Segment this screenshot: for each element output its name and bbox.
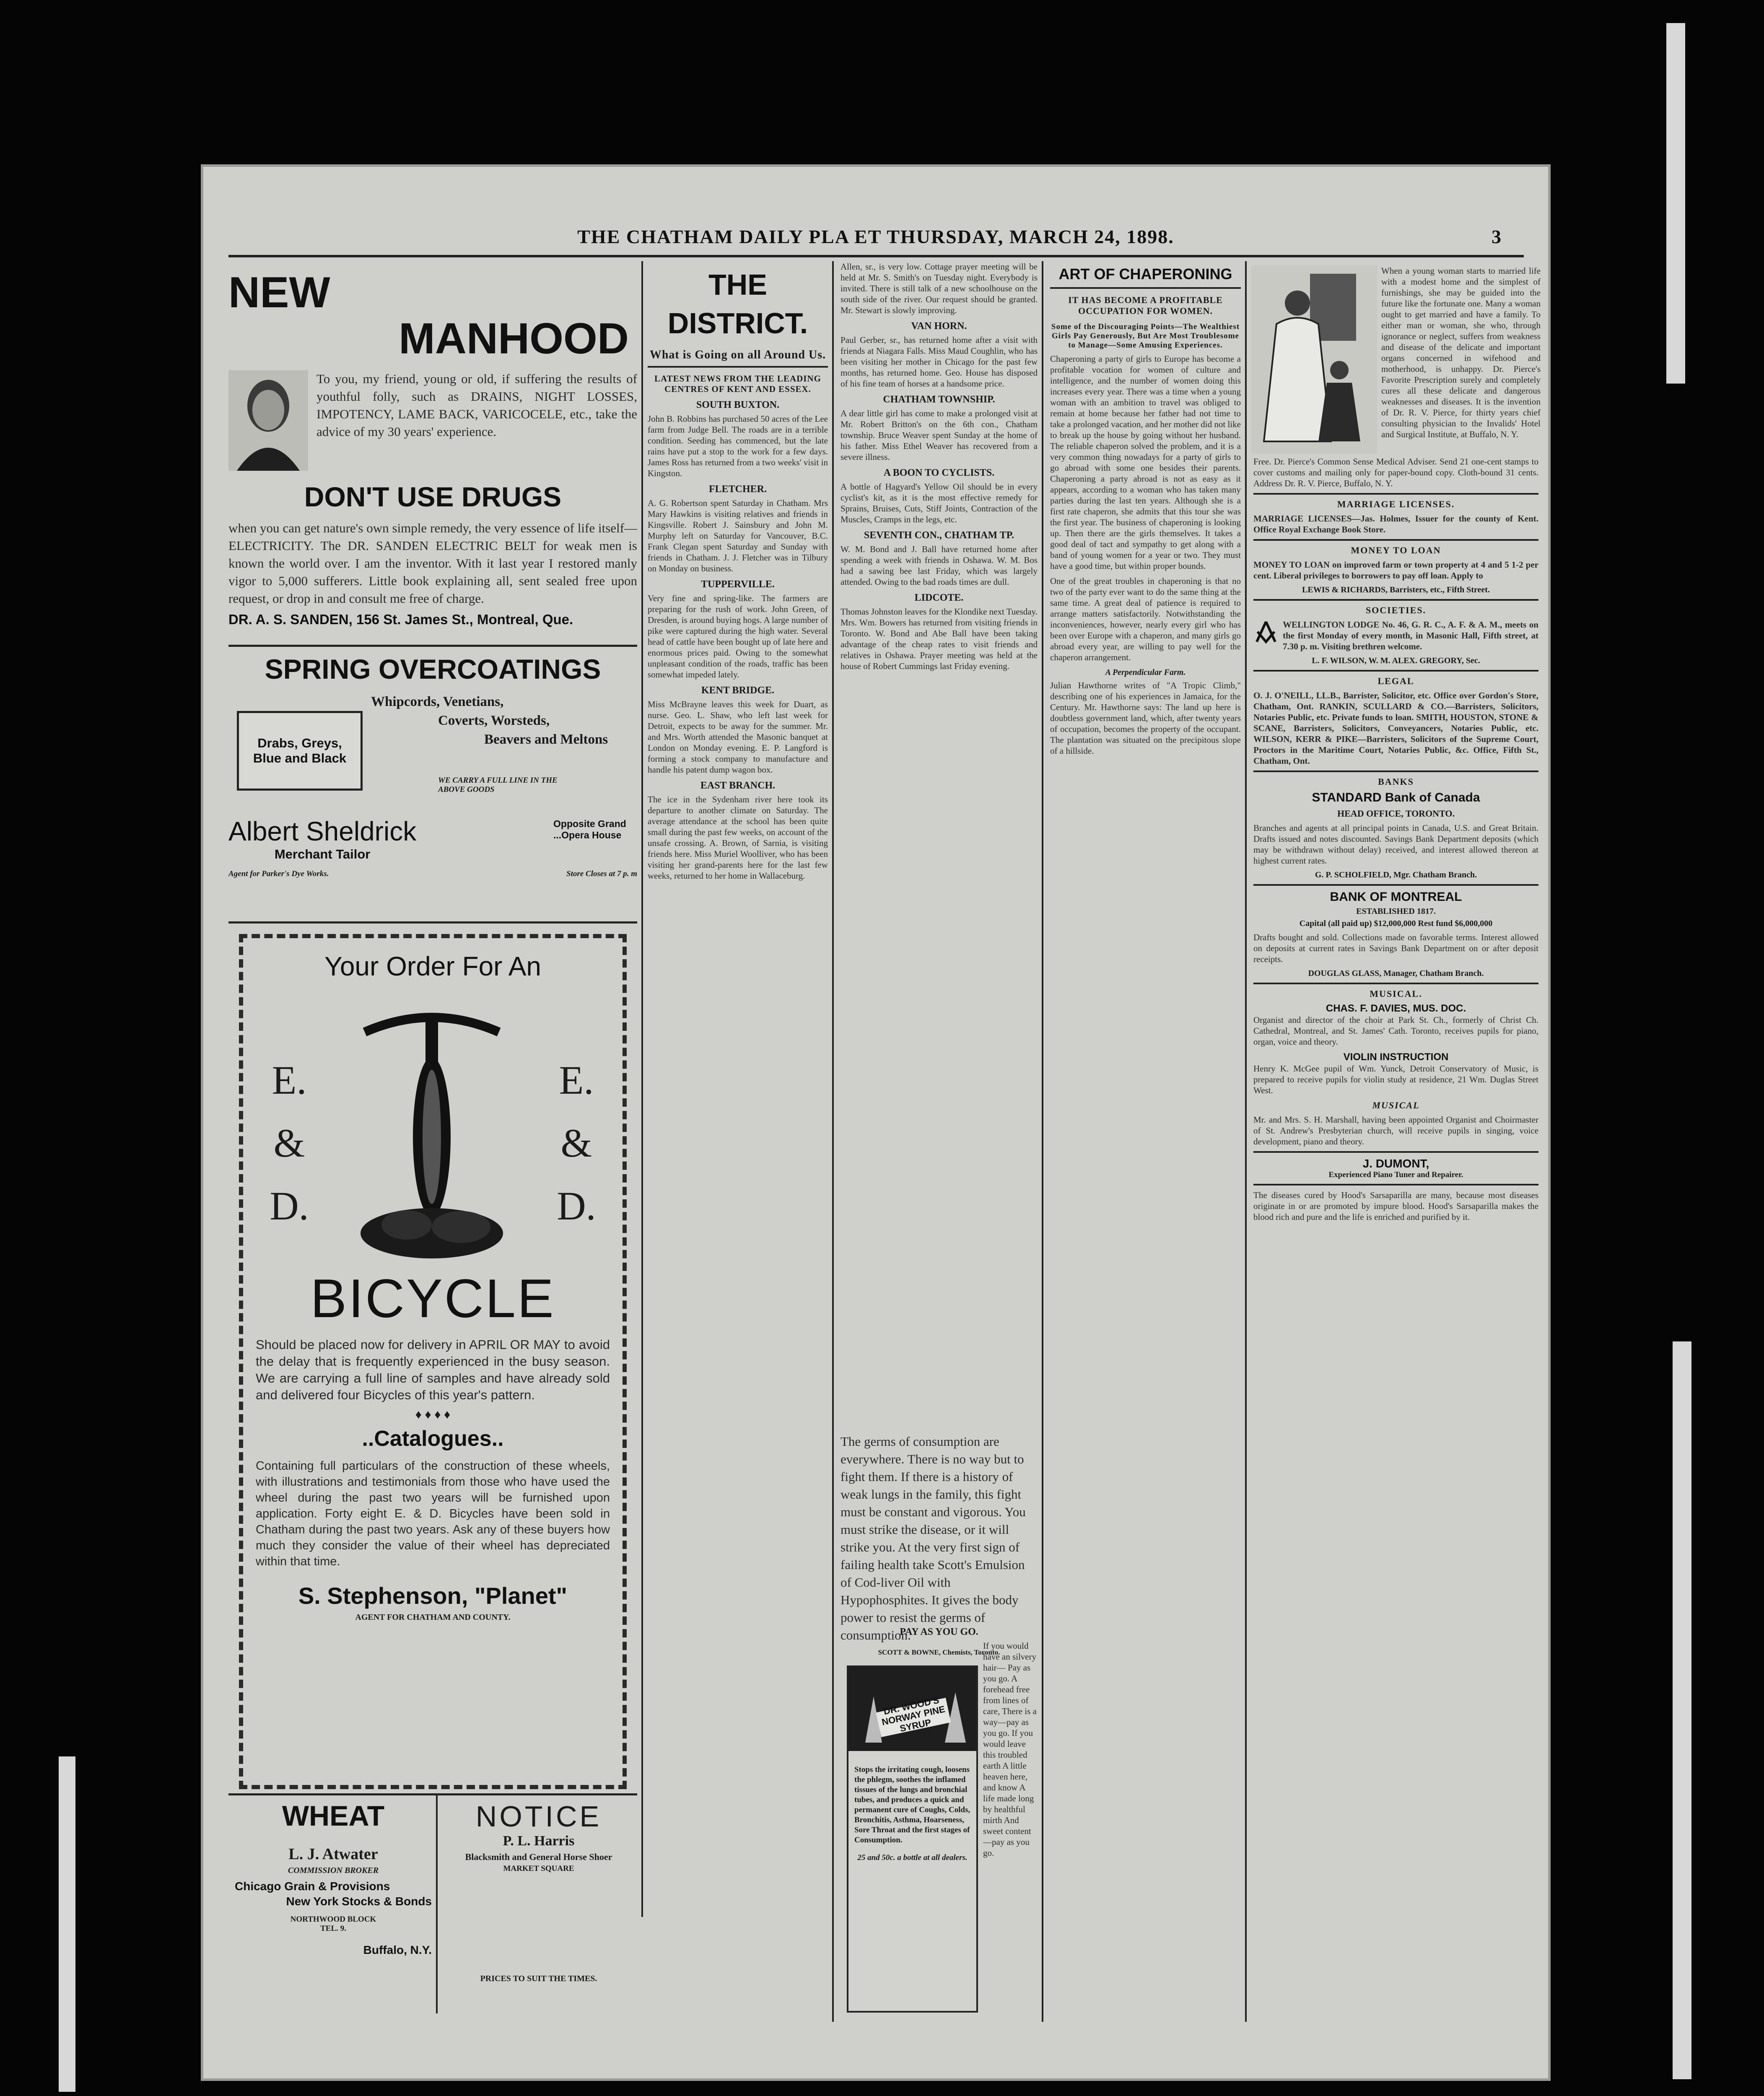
rule-banks bbox=[1253, 770, 1538, 772]
money-signature: LEWIS & RICHARDS, Barristers, etc., Fifth Street. bbox=[1302, 585, 1490, 594]
dumont-title: J. DUMONT, bbox=[1362, 1157, 1429, 1170]
farm-head: A Perpendicular Farm. bbox=[1105, 668, 1186, 677]
district-section-5-head: EAST BRANCH. bbox=[700, 780, 776, 791]
violin-text: Henry K. McGee pupil of Wm. Yunck, Detroit Conservatory of Music, is prepared to receive pupils for violin study at residence, 21 Wm. Duglas Street West. bbox=[1253, 1064, 1538, 1095]
col3-section-3-head: A BOON TO CYCLISTS. bbox=[883, 467, 995, 478]
col3-section-5-head: LIDCOTE. bbox=[914, 592, 964, 603]
chaperoning-title: ART OF CHAPERONING bbox=[1058, 265, 1232, 283]
notice-prices: PRICES TO SUIT THE TIMES. bbox=[480, 1974, 597, 1983]
pierce-illustration bbox=[1251, 265, 1377, 454]
new-heading: NEW bbox=[228, 268, 330, 317]
district-section-3-head: TUPPERVILLE. bbox=[701, 579, 775, 590]
film-bar-top-right bbox=[1666, 23, 1685, 384]
bicycle-order-heading: Your Order For An bbox=[324, 951, 541, 981]
column-three bbox=[840, 261, 1038, 1427]
column-rule-1 bbox=[641, 261, 643, 1917]
bicycle-ad bbox=[256, 947, 610, 1768]
marriage-text: MARRIAGE LICENSES—Jas. Holmes, Issuer for the county of Kent. Office Royal Exchange Book Store. bbox=[1253, 514, 1538, 534]
standard-signature: G. P. SCHOLFIELD, Mgr. Chatham Branch. bbox=[1315, 870, 1477, 879]
film-bar-left bbox=[59, 1756, 75, 2092]
sheldrick-role: Merchant Tailor bbox=[274, 847, 371, 861]
montreal-signature: DOUGLAS GLASS, Manager, Chatham Branch. bbox=[1308, 969, 1484, 978]
rule-dumont bbox=[1253, 1151, 1538, 1153]
chaperoning-body2: One of the great troubles in chaperoning is that no two of the party ever want to do the same thing at the same time. A great deal of patience is required to arrange matters satisfactorily. Notwithstanding the inconveniences, however, nearly every girl who has been over Europe with a chaperon, and many girls go abroad every year, are willing to pay well for the chaperon arrangement. bbox=[1050, 576, 1241, 662]
stephenson-name: S. Stephenson, "Planet" bbox=[298, 1582, 568, 1609]
standard-bank-title: STANDARD Bank of Canada bbox=[1312, 791, 1480, 804]
banks-head: BANKS bbox=[1378, 776, 1414, 787]
money-head: MONEY TO LOAN bbox=[1351, 545, 1441, 555]
legal-text: O. J. O'NEILL, LL.B., Barrister, Solicitor, etc. Office over Gordon's Store, Chatham, Ont. RANKIN, SCULLARD & CO.—Barristers, Solicitors, Notaries Public, etc. Private funds to loan. SMITH, HOUSTON, STONE & SCANE, Barristers, Solicitors, Conveyancers, Notaries Public, etc. WILSON, KERR & PIKE—Barristers, Solicitors of the Supreme Court, Proctors in the Maritime Court, Notaries Public, &c. Office, Fifth St., Chatham, Ont. bbox=[1253, 690, 1538, 766]
column-five bbox=[1253, 456, 1538, 2024]
standard-office: HEAD OFFICE, TORONTO. bbox=[1337, 808, 1455, 819]
col3-section-4-head: SEVENTH CON., CHATHAM TP. bbox=[864, 530, 1014, 541]
bicycle-illustration bbox=[356, 999, 507, 1267]
sheldrick-agent: Agent for Parker's Dye Works. bbox=[228, 869, 329, 878]
film-bar-right bbox=[1673, 1341, 1691, 2079]
bicycle-left-d: D. bbox=[270, 1183, 309, 1228]
money-text: MONEY TO LOAN on improved farm or town property at 4 and 5 1-2 per cent. Liberal privileges to borrowers to pay off loan. Apply to bbox=[1253, 560, 1538, 581]
bicycle-right-letters bbox=[551, 1049, 602, 1237]
district-column bbox=[648, 261, 828, 1938]
rule-marriage bbox=[1253, 493, 1538, 495]
hoods-text: The diseases cured by Hood's Sarsaparilla are many, because most diseases originate in or are promoted by impure blood. Hood's Sarsaparilla makes the blood rich and pure and the life is enriched and purified by it. bbox=[1253, 1190, 1538, 1222]
manhood-heading: MANHOOD bbox=[399, 314, 629, 363]
dumont-role: Experienced Piano Tuner and Repairer. bbox=[1328, 1170, 1463, 1179]
bicycle-right-d: D. bbox=[557, 1183, 596, 1228]
col3-section-3-text: A bottle of Hagyard's Yellow Oil should be in every cyclist's kit, as it is the most effective remedy for Sprains, Bruises, Cuts, Stiff Joints, Contraction of the Muscles, Cramps in the legs, etc. bbox=[840, 482, 1038, 524]
district-section-2-text: A. G. Robertson spent Saturday in Chatham. Mrs Mary Hawkins is visiting relatives and friends in Kingsville. Robert J. Sainsbury and John M. Murphy left on Saturday for Vancouver, B.C. Frank Clegan spent Saturday and Sunday with friends in Chatham. J. J. Fletcher was in Tilbury on Monday on business. bbox=[648, 498, 828, 573]
rule-societies bbox=[1253, 599, 1538, 601]
farm-text: Julian Hawthorne writes of "A Tropic Climb," describing one of his experiences in Jamaica, for the Century. Mr. Hawthorne says: The land up here is doubtless government land, which, after twenty years of occupation, becomes the property of the occupant. The plantation was situated on the precipitous slope of a hillside. bbox=[1050, 680, 1241, 756]
district-section-2-head: FLETCHER. bbox=[708, 484, 767, 495]
col3-section-5-text: Thomas Johnston leaves for the Klondike next Tuesday. Mrs. Wm. Bowers has returned from visiting friends in Toronto. W. Bond and Abe Ball have been taking advantage of the cheap rates to visit friends and relatives in Oshawa. Prayer meeting was held at the house of Robert Cummings last Friday evening. bbox=[840, 607, 1038, 671]
dont-use-drugs-heading: DON'T USE DRUGS bbox=[304, 481, 562, 512]
pay-as-you-go-head: PAY AS YOU GO. bbox=[900, 1626, 978, 1637]
overcoat-box-text: Drabs, Greys, Blue and Black bbox=[253, 736, 347, 765]
district-section-1-head: SOUTH BUXTON. bbox=[696, 399, 780, 410]
pierce-text: When a young woman starts to married life with a modest home and the simplest of furnishings, she may be guided into the future like the fortunate one. Many a woman ought to get married and have a family. To either man or woman, she who, through ignorance or neglect, suffers from weakness and disease of the delicate and important organs concerned in wifehood and motherhood, is unhappy. Dr. Pierce's Favorite Prescription surely and completely cures all these delicate and dangerous weaknesses and diseases. It is the invention of Dr. R. V. Pierce, for thirty years chief consulting physician to the Invalids' Hotel and Surgical Institute, at Buffalo, N. Y. bbox=[1381, 266, 1541, 439]
notice-title: NOTICE bbox=[475, 1800, 602, 1833]
norway-pine-price: 25 and 50c. a bottle at all dealers. bbox=[857, 1853, 968, 1862]
masthead bbox=[203, 226, 1548, 251]
norway-pine-ad bbox=[847, 1665, 978, 2013]
masthead-rule bbox=[228, 255, 1524, 257]
chaperoning-sub: IT HAS BECOME A PROFITABLE OCCUPATION FOR WOMEN. bbox=[1068, 295, 1223, 316]
notice-ad bbox=[442, 1800, 635, 2013]
societies-signature: L. F. WILSON, W. M. ALEX. GREGORY, Sec. bbox=[1312, 656, 1480, 665]
column-rule-2 bbox=[832, 261, 834, 2022]
rule-musical bbox=[1253, 983, 1538, 984]
wheat-ad bbox=[235, 1800, 432, 2013]
col3-section-2-head: CHATHAM TOWNSHIP. bbox=[883, 394, 995, 405]
district-subtitle: What is Going on all Around Us. bbox=[649, 348, 826, 361]
chaperoning-body: Chaperoning a party of girls to Europe has become a profitable vocation for women of culture and intelligence, and the number of women doing this increases every year. There was a time when a young woman with an ambition to travel was obliged to remain at home because her father had not time to take a prolonged vacation, and her mother did not like to break up the house by going without her husband. The reliable chaperon solved the problem, and it is a very common thing nowadays for a party of girls to go abroad with some one besides their parents. Chaperoning a party abroad is not as easy as it appears, according to a woman who has taken many parties during the last ten years. Although she is a first rate chaperon, she admits that this tour she was the first year. The business of chaperoning is looking up. Then there are the girls themselves. It takes a good deal of tact and sympathy to get along with a band of young women for a year or two. They must have a good time, but within proper bounds. bbox=[1050, 354, 1241, 571]
fabric-line-1: Whipcords, Venetians, bbox=[371, 694, 504, 709]
sheldrick-opposite: Opposite Grand ...Opera House bbox=[553, 818, 626, 840]
portrait-illustration bbox=[228, 370, 308, 471]
district-section-3-text: Very fine and spring-like. The farmers are preparing for the rush of work. John Green, of Dresden, is around buying hogs. A large number of pike were captured during the high water. Several head of cattle have been bought up of late here and enormous prices paid. Owing to the somewhat unpleasant condition of the roads, traffic has been somewhat impeded lately. bbox=[648, 593, 828, 680]
catalogues-body: Containing full particulars of the construction of these wheels, with illustrations and testimonials from those who have used the wheel during the past two years will be furnished upon application. Forty eight E. & D. Bicycles have been sold in Chatham during the past two years. Ask any of these buyers how much they consider the value of their wheel has depreciated within that time. bbox=[256, 1459, 610, 1568]
rule-legal bbox=[1253, 670, 1538, 672]
overcoat-title: SPRING OVERCOATINGS bbox=[265, 654, 601, 685]
district-section-4-text: Miss McBrayne leaves this week for Duart, as nurse. Geo. L. Shaw, who left last week for Detroit, expects to be away for the summer. Mr. and Mrs. Worth attended the Masonic banquet at London on Monday evening. E. P. Langford is forming a stock company to manufacture and handle his patent dump wagon box. bbox=[648, 699, 828, 775]
district-latest: LATEST NEWS FROM THE LEADING CENTRES OF KENT AND ESSEX. bbox=[654, 374, 821, 394]
chaperoning-deck: Some of the Discouraging Points—The Wealthiest Girls Pay Generously, But Are Most Troublesome to Manage—Some Amusing Experiences. bbox=[1051, 322, 1240, 350]
pay-as-you-go-text: If you would have an silvery hair— Pay as you go. A forehead free from lines of care, There is a way—pay as you go. If you would leave this troubled earth A little heaven here, and know A life made long by healthful mirth And sweet content—pay as you go. bbox=[983, 1641, 1037, 1858]
bicycle-heading: BICYCLE bbox=[310, 1268, 555, 1329]
ad-divider-2 bbox=[228, 921, 637, 923]
district-section-5-text: The ice in the Sydenham river here took its departure to another climate on Saturday. The average attendance at the school has been quite small during the past few weeks, on account of the unsafe crossing. A. Brown, of Sarnia, is visiting friends here. Miss Muriel Woolliver, who has been visiting her grand-parents here for the last few weeks, returned to her home in Wallaceburg. bbox=[648, 794, 828, 881]
bicycle-left-e: E. bbox=[272, 1058, 307, 1102]
overcoat-fabric-box bbox=[237, 711, 363, 791]
bicycle-left-amp: & bbox=[273, 1121, 305, 1165]
montreal-text: Drafts bought and sold. Collections made on favorable terms. Interest allowed on deposits at current rates in Savings Bank Department on or after deposit receipts. bbox=[1253, 932, 1538, 964]
societies-head: SOCIETIES. bbox=[1365, 605, 1427, 615]
col3-section-1-text: Paul Gerber, sr., has returned home after a visit with friends at Niagara Falls. Miss Maud Coughlin, who has been visiting her mother in Chicago for the past few months, has returned home. Geo. House has disposed of his fine team of horses at a handsome price. bbox=[840, 335, 1038, 389]
district-section-4-head: KENT BRIDGE. bbox=[701, 685, 775, 696]
col3-top-text: Allen, sr., is very low. Cottage prayer meeting will be held at Mr. S. Smith's on Tuesday night. Everybody is invited. There is still talk of a new schoolhouse on the south side of the river. Our request should be granted. Mr. Stewart is slowly improving. bbox=[840, 262, 1038, 315]
bicycle-ornament: ♦ ♦ ♦ ♦ bbox=[415, 1408, 451, 1422]
overcoat-full-line: WE CARRY A FULL LINE IN THE ABOVE GOODS bbox=[438, 776, 558, 794]
notice-role: Blacksmith and General Horse Shoer bbox=[465, 1852, 612, 1862]
stephenson-agent: AGENT FOR CHATHAM AND COUNTY. bbox=[355, 1613, 511, 1622]
bicycle-body: Should be placed now for delivery in APRIL OR MAY to avoid the delay that is frequently experienced in the busy season. We are carrying a full line of samples and have already sold and delivered four Bicycles of this year's pattern. bbox=[256, 1337, 610, 1402]
fabric-line-3: Beavers and Meltons bbox=[484, 732, 608, 747]
column-rule-4 bbox=[1245, 261, 1247, 2022]
district-title: THE DISTRICT. bbox=[667, 268, 808, 340]
notice-square: MARKET SQUARE bbox=[503, 1864, 574, 1873]
catalogues-heading: ..Catalogues.. bbox=[362, 1427, 504, 1451]
montreal-established: ESTABLISHED 1817. bbox=[1356, 907, 1436, 916]
wheat-title: WHEAT bbox=[282, 1800, 385, 1832]
societies-text: WELLINGTON LODGE No. 46, G. R. C., A. F. & A. M., meets on the first Monday of every month, in Masonic Hall, Fifth street, at 7.30 p. m. Visiting brethren welcome. bbox=[1283, 620, 1538, 651]
rule-montreal bbox=[1253, 884, 1538, 886]
wheat-block: NORTHWOOD BLOCK bbox=[290, 1915, 376, 1924]
norway-pine-text: Stops the irritating cough, loosens the phlegm, soothes the inflamed tissues of the lungs and bronchial tubes, and produces a quick and permanent cure of Coughs, Colds, Bronchitis, Asthma, Hoarseness, Sore Throat and the first stages of Consumption. bbox=[854, 1765, 970, 1844]
wheat-line-2: New York Stocks & Bonds bbox=[286, 1895, 432, 1908]
wheat-line-1: Chicago Grain & Provisions bbox=[235, 1880, 390, 1893]
pierce-text2: Free. Dr. Pierce's Common Sense Medical Adviser. Send 21 one-cent stamps to cover customs and mailing only for paper-bound copy. Cloth-bound 31 cents. Address Dr. R. V. Pierce, Buffalo, N. Y. bbox=[1253, 457, 1538, 488]
standard-text: Branches and agents at all principal points in Canada, U.S. and Great Britain. Drafts issued and notes discounted. Savings Bank Department deposits (which may be withdrawn without delay) received, and interest allowed thereon at highest current rates. bbox=[1253, 823, 1538, 866]
sanden-signature: DR. A. S. SANDEN, 156 St. James St., Montreal, Que. bbox=[228, 612, 573, 627]
column-rule-3 bbox=[1042, 261, 1043, 2022]
overcoat-ad bbox=[228, 649, 637, 917]
montreal-capital: Capital (all paid up) $12,000,000 Rest fund $6,000,000 bbox=[1299, 919, 1493, 928]
rule-money bbox=[1253, 539, 1538, 541]
montreal-bank-title: BANK OF MONTREAL bbox=[1330, 890, 1462, 904]
musical-head: MUSICAL. bbox=[1370, 988, 1422, 999]
wheat-city: Buffalo, N.Y. bbox=[363, 1943, 432, 1956]
legal-head: LEGAL bbox=[1377, 676, 1414, 686]
davies-title: CHAS. F. DAVIES, MUS. DOC. bbox=[1326, 1003, 1466, 1014]
fabric-line-2: Coverts, Worsteds, bbox=[438, 713, 550, 728]
wheat-tel: TEL. 9. bbox=[320, 1924, 346, 1933]
masonic-emblem-icon bbox=[1253, 619, 1283, 656]
col3-section-4-text: W. M. Bond and J. Ball have returned home after spending a week with friends in Oshawa. W. M. Bos had a sawing bee last Friday, which was largely attended. Owing to the bad roads times are dull. bbox=[840, 544, 1038, 587]
bicycle-right-amp: & bbox=[560, 1121, 592, 1165]
manhood-body: To you, my friend, young or old, if suffering the results of youthful folly, such as DRAINS, NIGHT LOSSES, IMPOTENCY, LAME BACK, VARICOCELE, etc., take the advice of my 30 years' experience. bbox=[316, 371, 637, 439]
sheldrick-hours: Store Closes at 7 p. m bbox=[566, 869, 637, 878]
page-number: 3 bbox=[1492, 226, 1502, 247]
manhood-body2: when you can get nature's own simple remedy, the very essence of life itself—ELECTRICITY. The DR. SANDEN ELECTRIC BELT for weak men is known the world over. I am the inventor. With it last year I restored manly vigor to 5,000 sufferers. Little book explaining all, sent sealed free upon request, or drop in and consult me free of charge. bbox=[228, 521, 637, 606]
chaperoning-column bbox=[1050, 261, 1241, 2022]
pierce-ad bbox=[1381, 265, 1541, 454]
chaperoning-rule bbox=[1050, 287, 1241, 289]
ad-divider-1 bbox=[228, 645, 637, 647]
wheat-name: L. J. Atwater bbox=[288, 1845, 378, 1863]
col3-section-2-text: A dear little girl has come to make a prolonged visit at Mr. Robert Britton's on the 6th con., Chatham township. Bruce Weaver spent Sunday at the home of his father. Miss Ethel Weaver has recovered from a severe illness. bbox=[840, 408, 1038, 462]
violin-title: VIOLIN INSTRUCTION bbox=[1343, 1051, 1449, 1063]
district-section-1-text: John B. Robbins has purchased 50 acres of the Lee farm from Judge Bell. The roads are in a terrible condition. Seeding has commenced, but the late rains have put a stop to the work for a few days. James Ross has returned from a two weeks' visit in Kingston. bbox=[648, 414, 828, 478]
newspaper-page bbox=[203, 167, 1548, 2078]
col3-section-1-head: VAN HORN. bbox=[911, 321, 967, 332]
bicycle-left-letters bbox=[264, 1049, 314, 1237]
notice-name: P. L. Harris bbox=[503, 1833, 575, 1849]
marshall-text: Mr. and Mrs. S. H. Marshall, having been appointed Organist and Choirmaster of St. Andrew's Presbyterian church, will receive pupils in singing, voice development, piano and theory. bbox=[1253, 1115, 1538, 1147]
bicycle-right-e: E. bbox=[559, 1058, 594, 1102]
sheldrick-name: Albert Sheldrick bbox=[228, 816, 417, 846]
davies-text: Organist and director of the choir at Park St. Ch., formerly of Christ Ch. Cathedral, Montreal, and St. James' Cath. Toronto, receives pupils for piano, organ, voice and theory. bbox=[1253, 1015, 1538, 1047]
scott-emulsion-text: The germs of consumption are everywhere. There is no way but to fight them. If there is a history of weak lungs in the family, this fight must be constant and vigorous. You must strike the disease, or it will strike you. At the very first sign of failing health take Scott's Emulsion of Cod-liver Oil with Hypophosphites. It gives the body power to resist the germs of consumption. bbox=[840, 1434, 1026, 1642]
district-rule bbox=[648, 366, 828, 368]
ad-divider-3 bbox=[228, 1793, 637, 1795]
rule-hoods bbox=[1253, 1184, 1538, 1185]
musical2-head: MUSICAL bbox=[1372, 1100, 1420, 1110]
marriage-head: MARRIAGE LICENSES. bbox=[1337, 499, 1455, 509]
wheat-notice-rule bbox=[436, 1795, 438, 2013]
norway-pine-illustration bbox=[848, 1667, 976, 1751]
masthead-title: THE CHATHAM DAILY PLA ET THURSDAY, MARCH 24, 1898. bbox=[577, 226, 1174, 247]
wheat-role: COMMISSION BROKER bbox=[288, 1866, 379, 1875]
scott-signature: SCOTT & BOWNE, Chemists, Toronto. bbox=[878, 1648, 1000, 1656]
norway-pine-title: DR. WOOD'S NORWAY PINE SYRUP bbox=[881, 1694, 946, 1734]
